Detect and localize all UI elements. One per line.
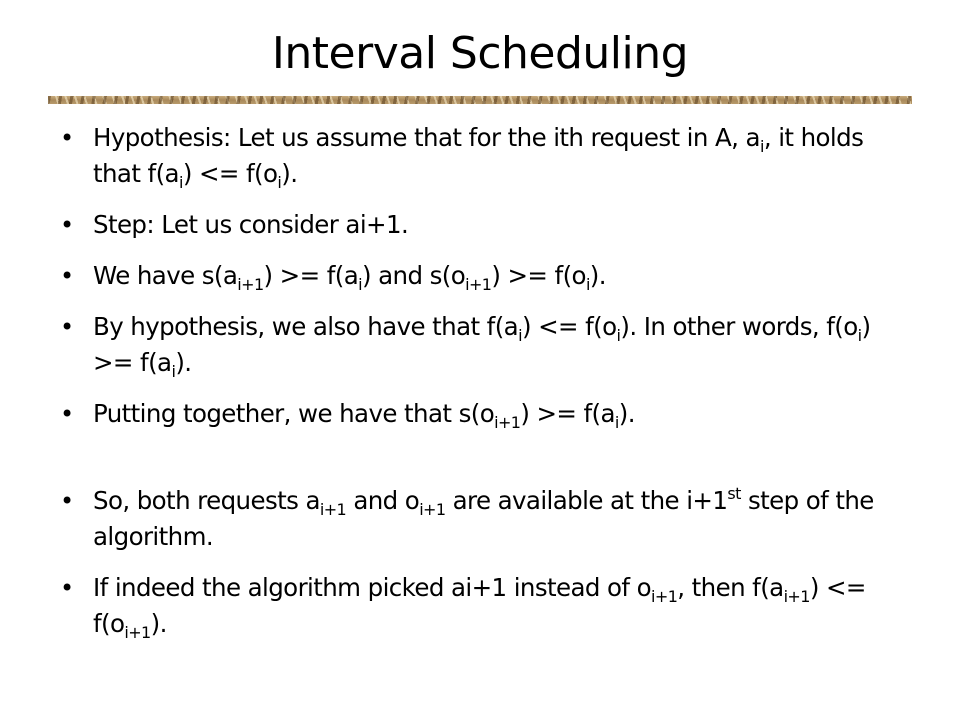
subscript: i xyxy=(358,275,362,294)
text: ). In other words, f(o xyxy=(620,312,858,341)
subscript: i+1 xyxy=(419,500,446,519)
subscript: i xyxy=(585,275,590,294)
bullet-dot: • xyxy=(60,487,74,515)
superscript: st xyxy=(727,484,741,503)
subscript: i xyxy=(759,137,764,156)
text: ) <= f(o xyxy=(182,159,278,188)
text: ). xyxy=(281,159,298,188)
text: Putting together, we have that s(o xyxy=(93,399,495,428)
textured-divider xyxy=(48,96,912,104)
bullet-hypothesis xyxy=(60,120,900,192)
text: ). xyxy=(589,261,606,290)
subscript: i xyxy=(616,326,621,345)
subscript: i+1 xyxy=(651,587,678,606)
subscript: i xyxy=(277,173,282,192)
bullet-dot: • xyxy=(60,313,74,341)
text: ). xyxy=(175,348,192,377)
bullet-dot: • xyxy=(60,211,74,239)
bullet-putting-together xyxy=(60,396,900,432)
text: Hypothesis: Let us assume that for the ith request in A, a xyxy=(93,123,760,152)
bullet-by-hypothesis xyxy=(60,309,900,381)
subscript: i+1 xyxy=(237,275,264,294)
bullet-dot: • xyxy=(60,262,74,290)
bullet-both-requests xyxy=(60,483,900,555)
text: and o xyxy=(346,486,420,515)
text: Step: Let us consider ai+1. xyxy=(93,210,409,239)
subscript: i xyxy=(171,362,176,381)
subscript: i+1 xyxy=(783,587,810,606)
text: ) >= f(a xyxy=(520,399,615,428)
text: ) <= f(o xyxy=(521,312,617,341)
bullet-list xyxy=(60,120,900,642)
text: We have s(a xyxy=(93,261,238,290)
text: ) <= f(o xyxy=(93,573,866,638)
subscript: i+1 xyxy=(124,623,151,642)
subscript: i xyxy=(518,326,522,345)
text: If indeed the algorithm picked ai+1 instead of o xyxy=(93,573,652,602)
text: ) and s(o xyxy=(361,261,466,290)
text: ) >= f(o xyxy=(491,261,586,290)
bullet-dot: • xyxy=(60,124,74,152)
bullet-if-indeed xyxy=(60,570,900,642)
slide-title: Interval Scheduling xyxy=(271,28,689,79)
text: ). xyxy=(618,399,635,428)
subscript: i+1 xyxy=(494,413,521,432)
subscript: i xyxy=(614,413,619,432)
text: By hypothesis, we also have that f(a xyxy=(93,312,519,341)
bullet-dot: • xyxy=(60,400,74,428)
text: , then f(a xyxy=(677,573,784,602)
bullet-we-have xyxy=(60,258,900,294)
text: step of the algorithm. xyxy=(93,486,874,551)
subscript: i xyxy=(178,173,183,192)
text: ) >= f(a xyxy=(263,261,359,290)
text: , it holds that f(a xyxy=(93,123,864,188)
subscript: i+1 xyxy=(319,500,347,519)
subscript: i xyxy=(857,326,862,345)
bullet-dot: • xyxy=(60,574,74,602)
bullet-step xyxy=(60,207,900,243)
text: are available at the i+1 xyxy=(445,486,728,515)
text: ). xyxy=(150,609,167,638)
subscript: i+1 xyxy=(465,275,492,294)
text: So, both requests a xyxy=(93,486,320,515)
text: ) >= f(a xyxy=(93,312,871,377)
